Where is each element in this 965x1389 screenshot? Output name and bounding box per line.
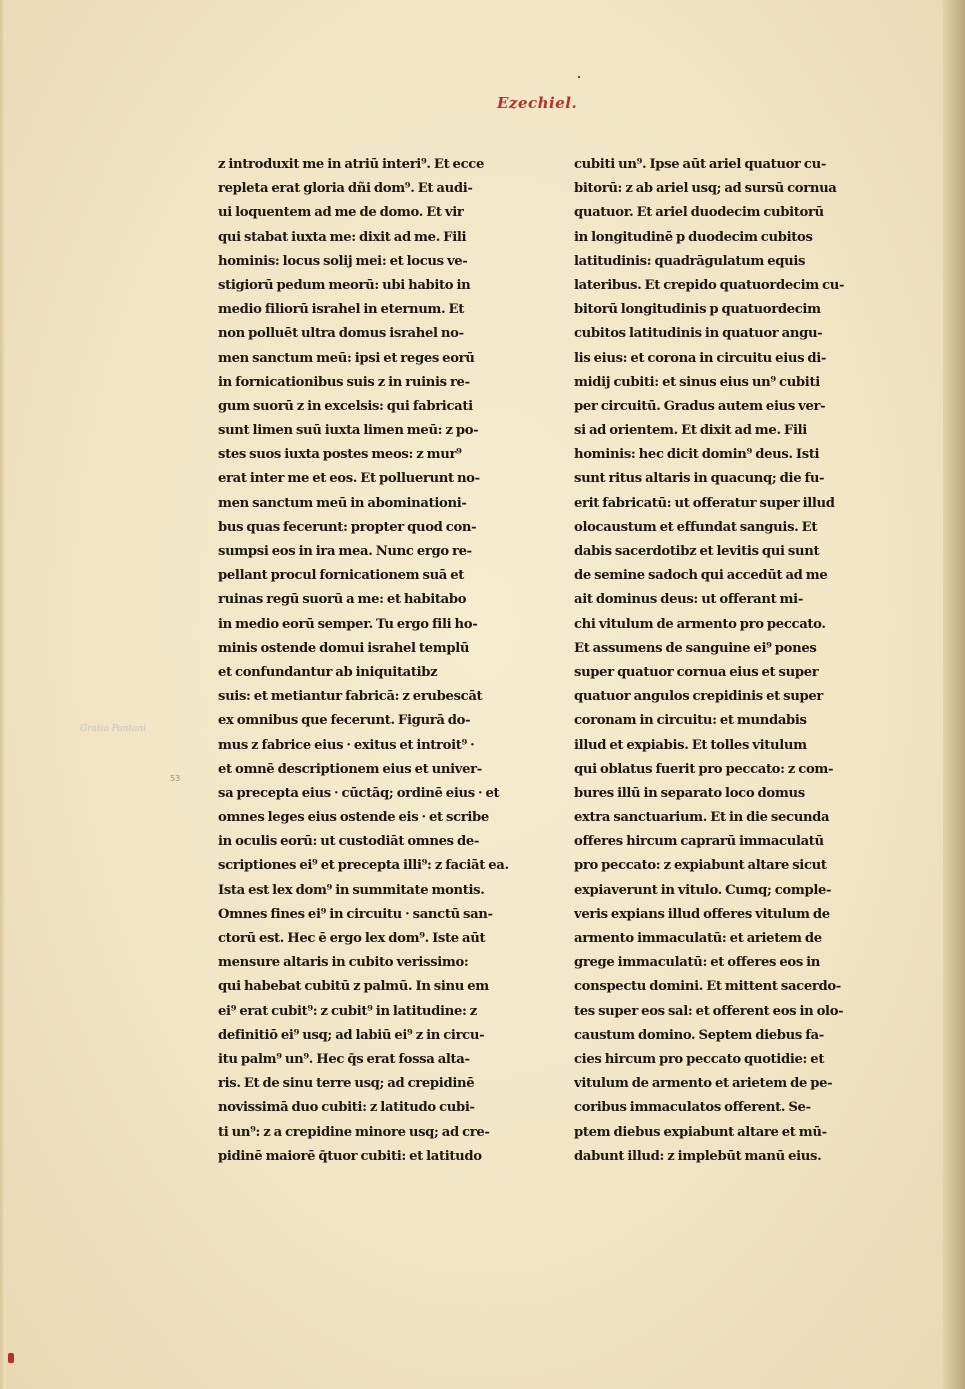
text-line: qui habebat cubitū z palmū. In sinu em — [218, 979, 489, 995]
text-line: non polluēt ultra domus israhel no- — [218, 326, 464, 342]
text-line: olocaustum et effundat sanguis. Et — [574, 519, 818, 535]
text-line: lis eius: et corona in circuitu eius di- — [574, 350, 827, 366]
text-line: coronam in circuitu: et mundabis — [574, 713, 807, 729]
text-line: super quatuor cornua eius et super — [574, 664, 819, 680]
text-line: cubiti un⁹. Ipse aūt ariel quatuor cu- — [574, 157, 826, 172]
text-line: ptem diebus expiabunt altare et mū- — [574, 1124, 827, 1140]
text-line: novissimā duo cubiti: z latitudo cubi- — [218, 1100, 475, 1116]
text-line: veris expians illud offeres vitulum de — [574, 906, 830, 922]
red-margin-mark — [8, 1353, 14, 1363]
text-line: midij cubiti: et sinus eius un⁹ cubiti — [574, 374, 820, 390]
text-line: tes super eos sal: et offerent eos in olo- — [574, 1003, 844, 1019]
page-dot — [578, 76, 580, 78]
text-line: bus quas fecerunt: propter quod con- — [218, 519, 477, 535]
text-line: sumpsi eos in ira mea. Nunc ergo re- — [218, 544, 472, 559]
text-line: Et assumens de sanguine ei⁹ pones — [574, 640, 817, 656]
text-line: minis ostende domui israhel templū — [218, 640, 470, 656]
text-line: men sanctum meū in abominationi- — [218, 495, 467, 511]
text-line: Omnes fines ei⁹ in circuitu · sanctū san- — [218, 906, 493, 922]
text-line: sa precepta eius · cūctāq; ordinē eius · et — [218, 785, 500, 801]
text-line: z introduxit me in atriū interi⁹. Et ecce — [218, 157, 484, 172]
text-line: stes suos iuxta postes meos: z mur⁹ — [218, 447, 462, 463]
text-line: hominis: hec dicit domin⁹ deus. Isti — [574, 447, 820, 463]
text-line: men sanctum meū: ipsi et reges eorū — [218, 350, 475, 366]
text-line: cubitos latitudinis in quatuor angu- — [574, 326, 823, 342]
text-line: ui loquentem ad me de domo. Et vir — [218, 205, 464, 221]
text-line: Ista est lex dom⁹ in summitate montis. — [218, 882, 485, 898]
text-line: lateribus. Et crepido quatuordecim cu- — [574, 277, 845, 293]
text-line: qui oblatus fuerit pro peccato: z com- — [574, 761, 834, 777]
text-line: et omnē descriptionem eius et univer- — [218, 761, 482, 777]
text-line: mensure altaris in cubito verissimo: — [218, 955, 469, 971]
text-line: definitiō ei⁹ usq; ad labiū ei⁹ z in circu- — [218, 1027, 485, 1043]
text-line: ti un⁹: z a crepidine minore usq; ad cre- — [218, 1124, 490, 1140]
text-line: medio filiorū israhel in eternum. Et — [218, 302, 464, 318]
margin-annotation: Gratia Pontani — [80, 724, 147, 734]
text-line: coribus immaculatos offerent. Se- — [574, 1100, 811, 1116]
text-line: chi vitulum de armento pro peccato. — [574, 616, 826, 632]
text-line: sunt limen suū iuxta limen meū: z po- — [218, 423, 479, 439]
text-line: dabunt illud: z implebūt manū eius. — [574, 1148, 822, 1164]
text-line: sunt ritus altaris in quacunq; die fu- — [574, 471, 825, 487]
text-line: bures illū in separato loco domus — [574, 785, 805, 801]
text-line: armento immaculatū: et arietem de — [574, 931, 822, 946]
right-text-column — [574, 153, 872, 1169]
text-line: erit fabricatū: ut offeratur super illud — [574, 495, 835, 511]
margin-number: 53 — [170, 774, 181, 783]
text-line: suis: et metiantur fabricā: z erubescāt — [218, 689, 483, 705]
text-line: qui stabat iuxta me: dixit ad me. Fili — [218, 229, 467, 245]
text-line: in longitudinē p duodecim cubitos — [574, 229, 813, 245]
text-line: illud et expiabis. Et tolles vitulum — [574, 737, 807, 753]
text-line: quatuor angulos crepidinis et super — [574, 689, 823, 705]
text-line: vitulum de armento et arietem de pe- — [574, 1076, 833, 1092]
text-line: ex omnibus que fecerunt. Figurā do- — [218, 713, 471, 729]
text-line: quatuor. Et ariel duodecim cubitorū — [574, 205, 824, 221]
text-line: expiaverunt in vitulo. Cumq; comple- — [574, 882, 832, 898]
text-line: hominis: locus solij mei: et locus ve- — [218, 253, 468, 269]
left-text-column — [218, 153, 516, 1169]
text-line: latitudinis: quadrāgulatum equis — [574, 253, 806, 269]
text-line: conspectu domini. Et mittent sacerdo- — [574, 979, 841, 995]
text-line: pidinē maiorē q̄tuor cubiti: et latitudo — [218, 1148, 482, 1164]
text-line: erat inter me et eos. Et polluerunt no- — [218, 471, 480, 487]
text-line: dabis sacerdotibz et levitis qui sunt — [574, 544, 820, 559]
text-line: stigiorū pedum meorū: ubi habito in — [218, 277, 471, 293]
text-line: de semine sadoch qui accedūt ad me — [574, 568, 828, 584]
text-line: itu palm⁹ un⁹. Hec q̄s erat fossa alta- — [218, 1051, 470, 1067]
text-line: pellant procul fornicationem suā et — [218, 568, 465, 584]
text-line: in oculis eorū: ut custodiāt omnes de- — [218, 834, 480, 850]
text-line: grege immaculatū: et offeres eos in — [574, 955, 821, 971]
text-line: in medio eorū semper. Tu ergo fili ho- — [218, 616, 478, 632]
text-line: mus z fabrice eius · exitus et introit⁹ · — [218, 737, 475, 753]
text-line: per circuitū. Gradus autem eius ver- — [574, 398, 826, 414]
text-line: ris. Et de sinu terre usq; ad crepidinē — [218, 1076, 475, 1092]
text-line: pro peccato: z expiabunt altare sicut — [574, 858, 827, 874]
text-line: scriptiones ei⁹ et precepta illi⁹: z faciāt ea. — [218, 858, 509, 874]
running-header: Ezechiel. — [497, 94, 578, 112]
text-line: in fornicationibus suis z in ruinis re- — [218, 374, 470, 390]
text-line: ruinas regū suorū a me: et habitabo — [218, 592, 467, 608]
text-line: ei⁹ erat cubit⁹: z cubit⁹ in latitudine: z — [218, 1003, 477, 1019]
text-line: ctorū est. Hec ē ergo lex dom⁹. Iste aūt — [218, 931, 486, 946]
text-line: bitorū: z ab ariel usq; ad sursū cornua — [574, 181, 837, 197]
text-line: omnes leges eius ostende eis · et scribe — [218, 810, 489, 826]
text-line: offeres hircum caprarū immaculatū — [574, 834, 824, 850]
page-left-edge — [0, 0, 6, 1389]
text-line: gum suorū z in excelsis: qui fabricati — [218, 398, 473, 414]
page-right-edge — [943, 0, 965, 1389]
text-line: cies hircum pro peccato quotidie: et — [574, 1051, 825, 1067]
text-line: et confundantur ab iniquitatibz — [218, 664, 438, 680]
text-line: extra sanctuarium. Et in die secunda — [574, 810, 830, 826]
text-line: bitorū longitudinis p quatuordecim — [574, 302, 821, 318]
text-line: repleta erat gloria dñi dom⁹. Et audi- — [218, 181, 473, 197]
text-line: caustum domino. Septem diebus fa- — [574, 1027, 824, 1043]
text-line: ait dominus deus: ut offerant mi- — [574, 592, 803, 608]
text-line: si ad orientem. Et dixit ad me. Fili — [574, 423, 807, 439]
